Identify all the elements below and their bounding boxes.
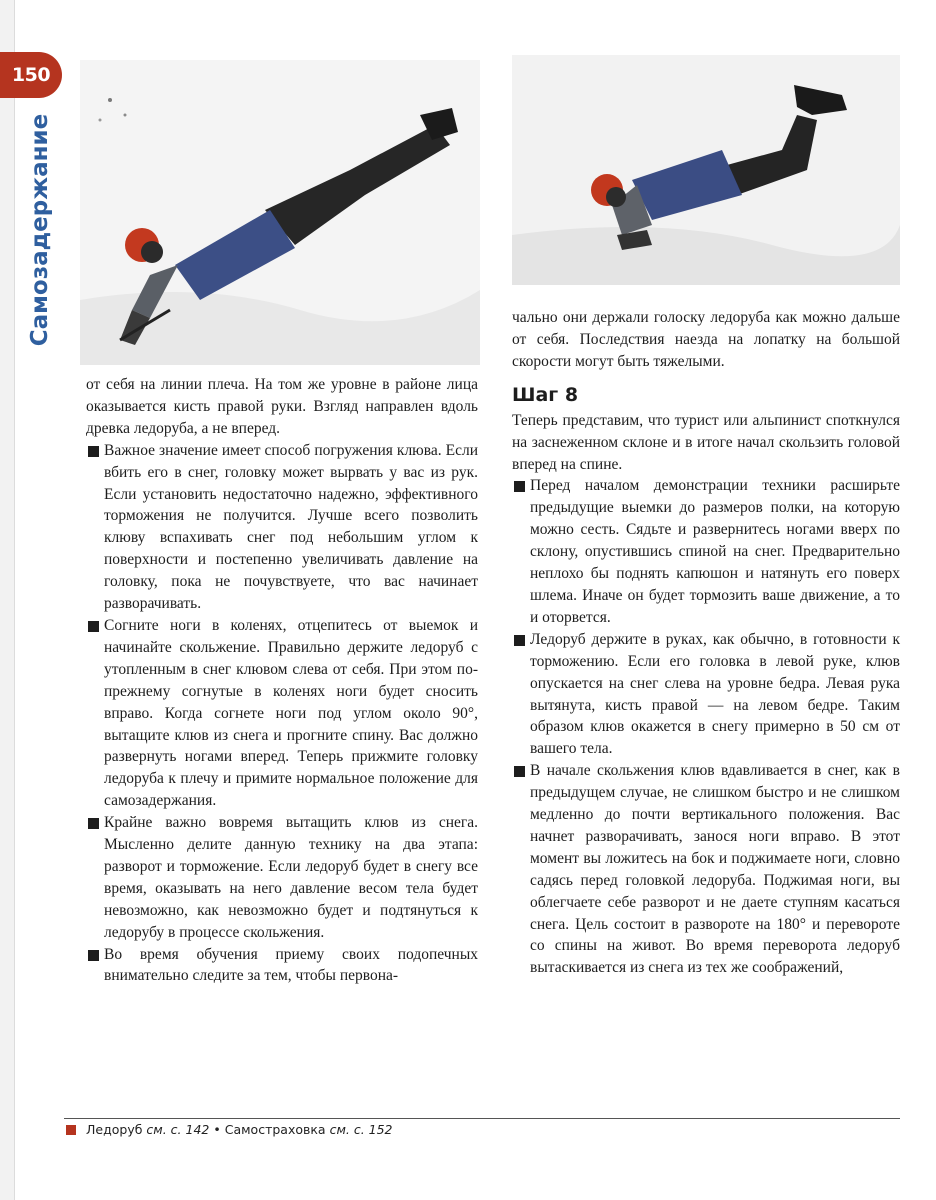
climber-self-arrest-photo <box>512 55 900 285</box>
list-item-text: Важное значение имеет способ погружения клюва. Если вбить его в снег, головку может вырвать у вас из рук. Если установить недостаточно надежно, эффективного торможения не получится. Лучше всего позволить клюву вспахивать снег под небольшим углом к поверхности и постепенно увеличивать давление на головку, пока не почувствуете, что вас начинает разворачивать. <box>104 441 478 613</box>
section-title: Самозадержание <box>27 113 53 347</box>
climber-sliding-head-down-photo <box>80 60 480 365</box>
bullet-square-icon <box>514 766 525 777</box>
footer-ref-ice-axe-page: см. с. 142 <box>146 1122 210 1137</box>
bullet-square-icon <box>88 818 99 829</box>
list-item-text: Перед началом демонстрации техники расширьте предыдущие выемки до размеров полки, на которую можно сесть. Сядьте и развернитесь ногами вверх по склону, опустившись спиной на снег. Предварительно неплохо бы поднять капюшон и натянуть его поверх шлема. Иначе он будет тормозить ваше движение, а то и оторвется. <box>530 477 900 626</box>
page-number: 150 <box>11 64 51 86</box>
step-heading: Шаг 8 <box>512 383 579 406</box>
left-bullet-list <box>86 440 478 988</box>
footer-divider <box>64 1118 900 1119</box>
step-intro-paragraph: Теперь представим, что турист или альпинист споткнулся на заснеженном склоне и в итоге начал скользить головой вперед на спине. <box>512 411 900 473</box>
left-text-column <box>86 374 478 987</box>
bullet-square-icon <box>514 481 525 492</box>
list-item-text: Согните ноги в коленях, отцепитесь от выемок и начинайте скольжение. Правильно держите ледоруб с утопленным в снег клювом слева от себя. При этом по-прежнему согнутые в коленях ноги будет сносить вправо. Когда согнете ноги под углом около 90°, вытащите клюв из снега и прогните спину. Вас должно развернуть ногами вперед. Теперь прижмите головку ледоруба к плечу и примите нормальное положение для самозадержания. <box>104 616 478 810</box>
footer-cross-references <box>66 1122 397 1137</box>
list-item <box>86 440 478 615</box>
left-intro-paragraph: от себя на линии плеча. На том же уровне в районе лица оказывается кисть правой руки. Взгляд направлен вдоль древка ледоруба, а не вперед. <box>86 376 478 437</box>
list-item <box>512 475 900 628</box>
bullet-square-icon <box>88 950 99 961</box>
list-item <box>86 812 478 943</box>
list-item <box>86 944 478 988</box>
list-item-text: В начале скольжения клюв вдавливается в снег, как в предыдущем случае, не слишком быстро и не слишком медленно до почти вертикального положения. Вас начнет разворачивать, занося ноги вправо. В этот момент вы ложитесь на бок и поджимаете ноги, словно садясь перед головкой ледоруба. Поджимая ноги, вы облегчаете себе разворот и не даете ступням касаться снега. Цель состоит в развороте на 180° и перевороте со спины на живот. Во время переворота ледоруб вытаскивается из снега из тех же соображений, <box>530 762 900 977</box>
page-number-tab <box>0 52 62 98</box>
page-gutter <box>0 0 15 1200</box>
footer-marker-icon <box>66 1125 76 1135</box>
list-item <box>86 615 478 812</box>
footer-ref-belay-page: см. с. 152 <box>329 1122 393 1137</box>
list-item <box>512 760 900 979</box>
bullet-square-icon <box>514 635 525 646</box>
list-item <box>512 629 900 760</box>
footer-ref-ice-axe[interactable]: Ледоруб <box>86 1122 143 1137</box>
footer-ref-belay[interactable]: Самостраховка <box>224 1122 326 1137</box>
right-intro-paragraph: чально они держали голоску ледоруба как можно дальше от себя. Последствия наезда на лопатку на большой скорости могут быть тяжелыми. <box>512 309 900 370</box>
section-title-container <box>20 113 60 347</box>
right-text-column <box>512 307 900 979</box>
list-item-text: Во время обучения приему своих подопечных внимательно следите за тем, чтобы первона- <box>104 945 478 985</box>
right-bullet-list <box>512 475 900 979</box>
bullet-square-icon <box>88 621 99 632</box>
bullet-square-icon <box>88 446 99 457</box>
list-item-text: Крайне важно вовремя вытащить клюв из снега. Мысленно делите данную технику на два этапа: разворот и торможение. Если ледоруб будет в снегу все время, оказывать на него давление весом тела будет невозможно, как невозможно будет и подтянуться к ледорубу в процессе скольжения. <box>104 814 478 941</box>
footer-separator: • <box>213 1122 221 1137</box>
list-item-text: Ледоруб держите в руках, как обычно, в готовности к торможению. Если его головка в левой руке, клюв опускается на снег слева на уровне бедра. Левая рука вытянута, кисть правой — на левом бедре. Таким образом клюв окажется в снегу примерно в 50 см от вашего тела. <box>530 630 900 758</box>
